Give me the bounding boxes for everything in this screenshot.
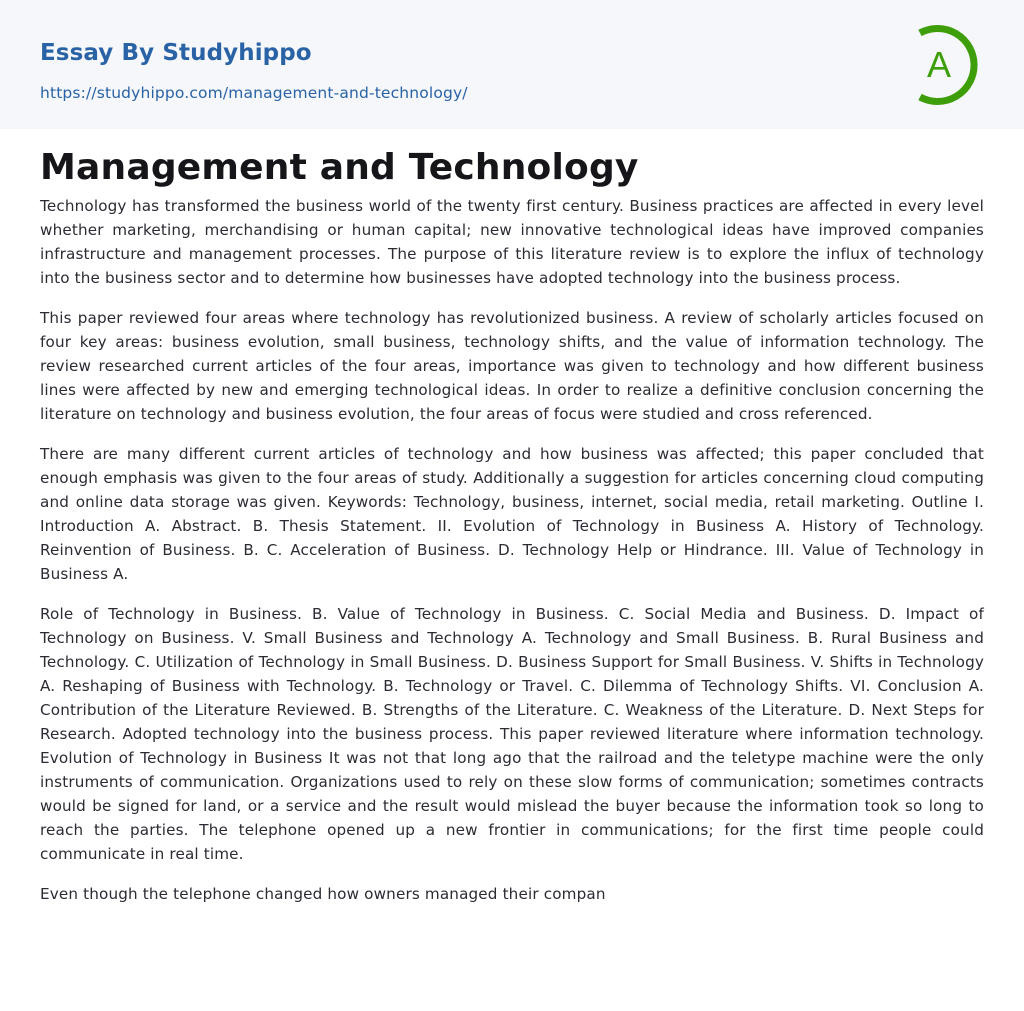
essay-paragraph: There are many different current articles of technology and how business was affected; this paper concluded that enough emphasis was given to the four areas of study. Additionally a suggestion for articles concerning cloud computing and online data storage was given. Keywords: Technology, business, internet, social media, retail marketing. Outline I. Introduction A. Abstract. B. Thesis Statement. II. Evolution of Technology in Business A. History of Technology. Reinvention of Business. B. C. Acceleration of Business. D. Technology Help or Hindrance. III. Value of Technology in Business A. <box>40 445 984 583</box>
essay-paragraph: This paper reviewed four areas where technology has revolutionized business. A review of scholarly articles focused on four key areas: business evolution, small business, technology shifts, and the value of information technology. The review researched current articles of the four areas, importance was given to technology and how different business lines were affected by new and emerging technological ideas. In order to realize a definitive conclusion concerning the literature on technology and business evolution, the four areas of focus were studied and cross referenced. <box>40 309 984 423</box>
essay-paragraph: Role of Technology in Business. B. Value of Technology in Business. C. Social Media and Business. D. Impact of Technology on Business. V. Small Business and Technology A. Technology and Small Business. B. Rural Business and Technology. C. Utilization of Technology in Small Business. D. Business Support for Small Business. V. Shifts in Technology A. Reshaping of Business with Technology. B. Technology or Travel. C. Dilemma of Technology Shifts. VI. Conclusion A. Contribution of the Literature Reviewed. B. Strengths of the Literature. C. Weakness of the Literature. D. Next Steps for Research. Adopted technology into the business process. This paper reviewed literature where information technology. Evolution of Technology in Business It was not that long ago that the railroad and the teletype machine were the only instruments of communication. Organizations used to rely on these slow forms of communication; sometimes contracts would be signed for land, or a service and the result would mislead the buyer because the information took so long to reach the parties. The telephone opened up a new frontier in communications; for the first time people could communicate in real time. <box>40 605 984 863</box>
essay-url-link[interactable]: https://studyhippo.com/management-and-technology/ <box>40 84 468 102</box>
logo-letter: A <box>926 44 952 85</box>
essay-paragraph-truncated: Even though the telephone changed how owners managed their compan <box>40 885 606 903</box>
essay-body <box>40 194 984 922</box>
essay-paragraph: Technology has transformed the business world of the twenty first century. Business practices are affected in every level whether marketing, merchandising or human capital; new innovative technological ideas have improved companies infrastructure and management processes. The purpose of this literature review is to explore the influx of technology into the business sector and to determine how businesses have adopted technology into the business process. <box>40 197 984 287</box>
studyhippo-a-logo-icon[interactable] <box>908 18 988 108</box>
page-title: Management and Technology <box>40 147 639 188</box>
brand-title: Essay By Studyhippo <box>40 40 312 66</box>
